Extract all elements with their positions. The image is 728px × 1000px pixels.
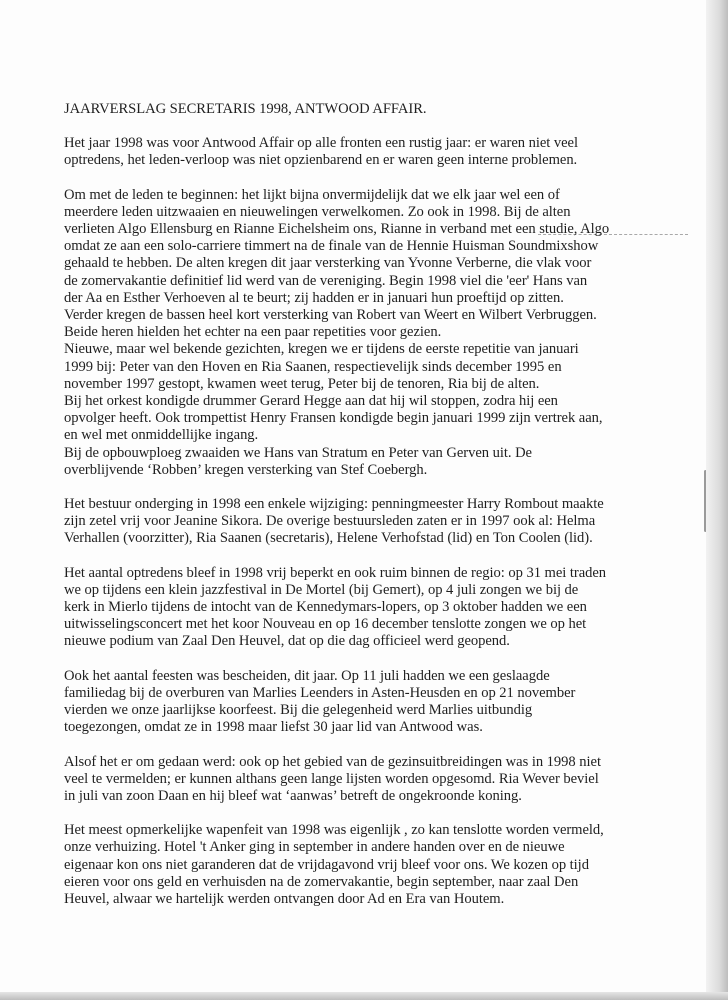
text-line: uitwisselingsconcert met het koor Nouveau en op 16 december tenslotte zongen we op het <box>64 616 587 633</box>
text-line: eieren voor ons geld en verhuisden na de zomervakantie, begin september, naar zaal Den <box>64 873 579 890</box>
paragraph-list <box>64 135 664 908</box>
text-line: Verhallen (voorzitter), Ria Saanen (secretaris), Helene Verhofstad (lid) en Ton Coolen (lid). <box>64 530 593 547</box>
text-line: Heuvel, alwaar we hartelijk werden ontvangen door Ad en Era van Houtem. <box>64 890 505 907</box>
text-line: overblijvende ‘Robben’ kregen versterking van Stef Coebergh. <box>64 461 428 478</box>
text-line: in juli van zoon Daan en hij bleef wat ‘aanwas’ betreft de ongekroonde koning. <box>64 787 522 804</box>
text-line: meerdere leden uitzwaaien en nieuwelingen verwelkomen. Zo ook in 1998. Bij de alten <box>64 203 571 220</box>
text-line: Verder kregen de bassen heel kort versterking van Robert van Weert en Wilbert Verbruggen. <box>64 307 597 324</box>
text-line: Ook het aantal feesten was bescheiden, dit jaar. Op 11 juli hadden we een geslaagde <box>64 667 550 684</box>
text-line: Bij het orkest kondigde drummer Gerard Hegge aan dat hij wil stoppen, zodra hij een <box>64 393 558 410</box>
text-line: gehaald te hebben. De alten kregen dit jaar versterking van Yvonne Verberne, die vlak voor <box>64 255 592 272</box>
text-line: de zomervakantie definitief lid werd van de vereniging. Begin 1998 viel die 'eer' Hans van <box>64 272 588 289</box>
text-line: eigenaar kon ons niet garanderen dat de vrijdagavond vrij bleef voor ons. We kozen op tijd <box>64 856 589 873</box>
text-line: november 1997 gestopt, kwamen weet terug, Peter bij de tenoren, Ria bij de alten. <box>64 375 540 392</box>
text-line: toegezongen, omdat ze in 1998 maar liefst 30 jaar lid van Antwood was. <box>64 719 483 736</box>
text-line: nieuwe podium van Zaal Den Heuvel, dat op die dag officieel werd geopend. <box>64 633 510 650</box>
paragraph <box>64 668 664 737</box>
text-line: kerk in Mierlo tijdens de intocht van de Kennedymars-lopers, op 3 oktober hadden we een <box>64 599 587 616</box>
text-line: Het bestuur onderging in 1998 een enkele wijziging: penningmeester Harry Rombout maakte <box>64 496 604 513</box>
text-line: familiedag bij de overburen van Marlies Leenders in Asten-Heusden en op 21 november <box>64 684 576 701</box>
paragraph <box>64 754 664 806</box>
report-body <box>64 101 664 925</box>
text-line: Om met de leden te beginnen: het lijkt bijna onvermijdelijk dat we elk jaar wel een of <box>64 186 560 203</box>
text-line: opvolger heeft. Ook trompettist Henry Fransen kondigde begin januari 1999 zijn vertrek aan, <box>64 410 603 427</box>
text-line: vierden we onze jaarlijkse koorfeest. Bij die gelegenheid werd Marlies uitbundig <box>64 702 533 719</box>
text-line: Het aantal optredens bleef in 1998 vrij beperkt en ook ruim binnen de regio: op 31 mei traden <box>64 564 607 581</box>
text-line: Beide heren hielden het echter na een paar repetities voor gezien. <box>64 324 442 341</box>
text-line: Alsof het er om gedaan werd: ook op het gebied van de gezinsuitbreidingen was in 1998 niet <box>64 753 601 770</box>
report-title: JAARVERSLAG SECRETARIS 1998, ANTWOOD AFFAIR. <box>64 101 427 117</box>
paragraph <box>64 187 664 479</box>
text-line: Het meest opmerkelijke wapenfeit van 1998 was eigenlijk , zo kan tenslotte worden vermeld, <box>64 822 604 839</box>
paragraph <box>64 135 664 169</box>
text-line: Nieuwe, maar wel bekende gezichten, kregen we er tijdens de eerste repetitie van januari <box>64 341 579 358</box>
text-line: Bij de opbouwploeg zwaaiden we Hans van Stratum en Peter van Gerven uit. De <box>64 444 532 461</box>
paragraph <box>64 565 664 651</box>
paragraph <box>64 496 664 548</box>
text-line: der Aa en Esther Verhoeven al te beurt; zij hadden er in januari hun proeftijd op zitten. <box>64 289 564 306</box>
text-line: Het jaar 1998 was voor Antwood Affair op alle fronten een rustig jaar: er waren niet veel <box>64 135 578 152</box>
text-line: optredens, het leden-verloop was niet opzienbarend en er waren geen interne problemen. <box>64 152 578 169</box>
text-line: we op tijdens een klein jazzfestival in De Mortel (bij Gemert), op 4 juli zongen we bij de <box>64 581 579 598</box>
text-line: zijn zetel vrij voor Jeanine Sikora. De overige bestuursleden zaten er in 1997 ook al: Helma <box>64 513 596 530</box>
text-line: onze verhuizing. Hotel 't Anker ging in september in andere handen over en de nieuwe <box>64 839 565 856</box>
text-line: en wel met onmiddellijke ingang. <box>64 427 259 444</box>
text-line: omdat ze aan een solo-carriere timmert na de finale van de Hennie Huisman Soundmixshow <box>64 238 599 255</box>
text-line: verlieten Algo Ellensburg en Rianne Eichelsheim ons, Rianne in verband met een studie, Algo <box>64 221 610 238</box>
paragraph <box>64 822 664 908</box>
page-edge-shadow <box>706 0 728 1000</box>
text-line: 1999 bij: Peter van den Hoven en Ria Saanen, respectievelijk sinds december 1995 en <box>64 358 562 375</box>
text-line: veel te vermelden; er kunnen althans geen lange lijsten worden opgesomd. Ria Wever beviel <box>64 770 599 787</box>
page-bottom-shadow <box>0 992 728 1000</box>
